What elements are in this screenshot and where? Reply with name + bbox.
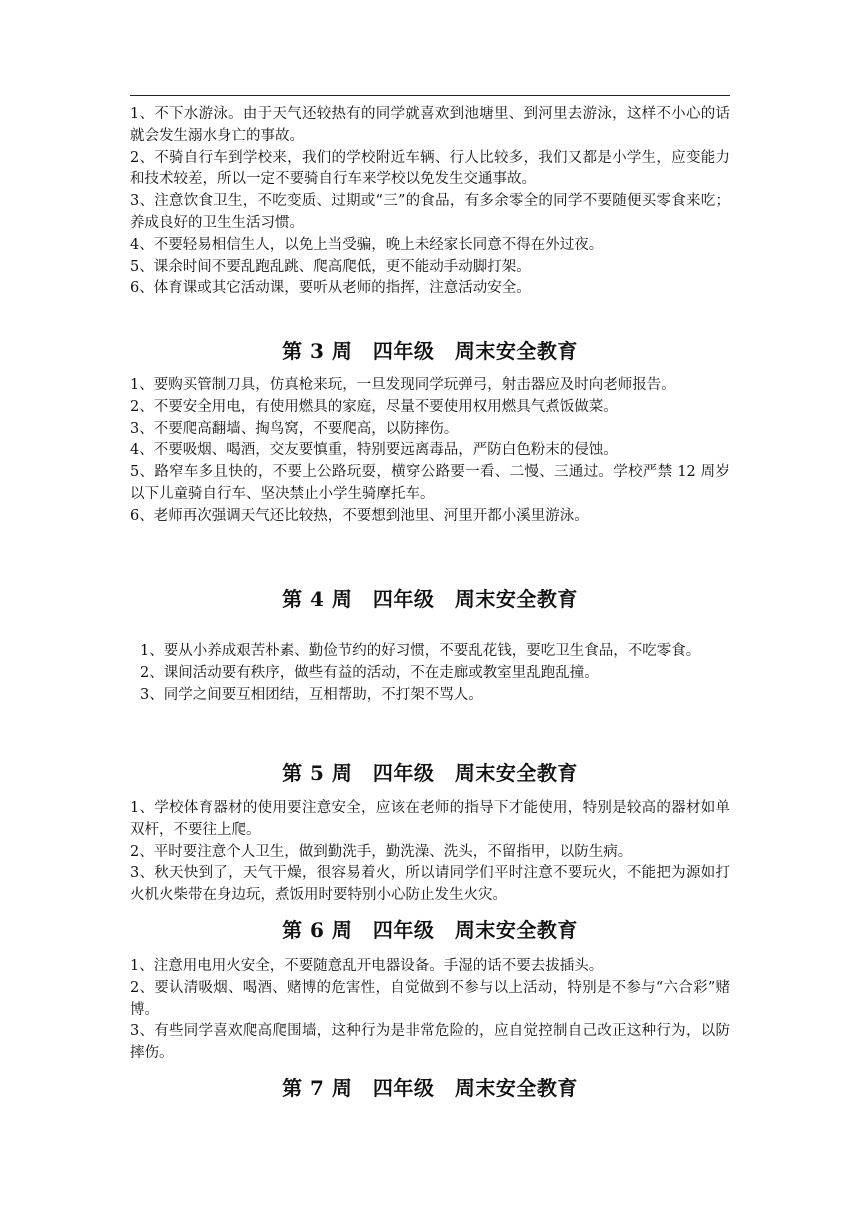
- week6-item: 2、要认清吸烟、喝酒、赌博的危害性，自觉做到不参与以上活动，特别是不参与“六合彩”赌博。: [130, 979, 730, 1018]
- week5-item: 3、秋天快到了，天气干燥，很容易着火，所以请同学们平时注意不要玩火，不能把为源如打火机火柴带在身边玩，煮饭用时要特别小心防止发生火灾。: [130, 865, 730, 904]
- week3-item: 2、不要安全用电，有使用燃具的家庭，尽量不要使用权用燃具气煮饭做菜。: [130, 398, 618, 415]
- intro-section: [130, 104, 730, 300]
- week4-section: [140, 641, 730, 706]
- week5-section: [130, 798, 730, 907]
- week5-item: 1、学校体育器材的使用要注意安全，应该在老师的指导下才能使用，特别是较高的器材如单双杆，不要往上爬。: [130, 800, 730, 838]
- week6-item: 1、注意用电用火安全，不要随意乱开电器设备。手湿的话不要去拔插头。: [130, 958, 604, 974]
- intro-item: 1、不下水游泳。由于天气还较热有的同学就喜欢到池塘里、到河里去游泳，这样不小心的话就会发生溺水身亡的事故。: [130, 106, 730, 144]
- week3-item: 4、不要吸烟、喝酒，交友要慎重，特别要远离毒品，严防白色粉末的侵蚀。: [130, 442, 618, 459]
- header-rule: [130, 95, 730, 96]
- week3-item: 5、路窄车多且快的，不要上公路玩耍，横穿公路要一看、二慢、三通过。学校严禁 12 周岁以下儿童骑自行车、坚决禁止小学生骑摩托车。: [130, 464, 730, 502]
- intro-item: 6、体育课或其它活动课，要听从老师的指挥，注意活动安全。: [130, 280, 531, 297]
- week4-item: 3、同学之间要互相团结，互相帮助，不打架不骂人。: [140, 686, 483, 703]
- week3-heading: 第 3 周 四年级 周末安全教育: [282, 339, 578, 363]
- week3-item: 1、要购买管制刀具，仿真枪来玩，一旦发现同学玩弹弓，射击器应及时向老师报告。: [130, 377, 676, 393]
- week3-section: [130, 375, 730, 528]
- week6-item: 3、有些同学喜欢爬高爬围墙，这种行为是非常危险的，应自觉控制自己改正这种行为，以防摔伤。: [130, 1023, 730, 1062]
- week3-item: 3、不要爬高翻墙、掏鸟窝，不要爬高，以防摔伤。: [130, 420, 459, 437]
- intro-item: 3、注意饮食卫生，不吃变质、过期或“三”的食品，有多余零全的同学不要随便买零食来吃；养成良好的卫生生活习惯。: [130, 193, 730, 231]
- intro-item: 5、课余时间不要乱跑乱跳、爬高爬低，更不能动手动脚打架。: [130, 258, 531, 275]
- week3-item: 6、老师再次强调天气还比较热，不要想到池里、河里开都小溪里游泳。: [130, 507, 589, 524]
- week4-heading: 第 4 周 四年级 周末安全教育: [282, 587, 578, 611]
- week6-heading: 第 6 周 四年级 周末安全教育: [282, 918, 578, 942]
- week5-heading: 第 5 周 四年级 周末安全教育: [282, 761, 578, 785]
- week6-section: [130, 956, 730, 1065]
- week7-heading: 第 7 周 四年级 周末安全教育: [282, 1076, 578, 1100]
- week5-item: 2、平时要注意个人卫生，做到勤洗手，勤洗澡、洗头，不留指甲，以防生病。: [130, 843, 633, 860]
- intro-item: 4、不要轻易相信生人，以免上当受骗，晚上未经家长同意不得在外过夜。: [130, 236, 604, 253]
- week4-item: 2、课间活动要有秩序，做些有益的活动，不在走廊或教室里乱跑乱撞。: [140, 664, 599, 681]
- week4-item: 1、要从小养成艰苦朴素、勤俭节约的好习惯，不要乱花钱，要吃卫生食品，不吃零食。: [140, 643, 701, 659]
- intro-item: 2、不骑自行车到学校来，我们的学校附近车辆、行人比较多，我们又都是小学生，应变能力和技术较差，所以一定不要骑自行车来学校以免发生交通事故。: [130, 149, 730, 188]
